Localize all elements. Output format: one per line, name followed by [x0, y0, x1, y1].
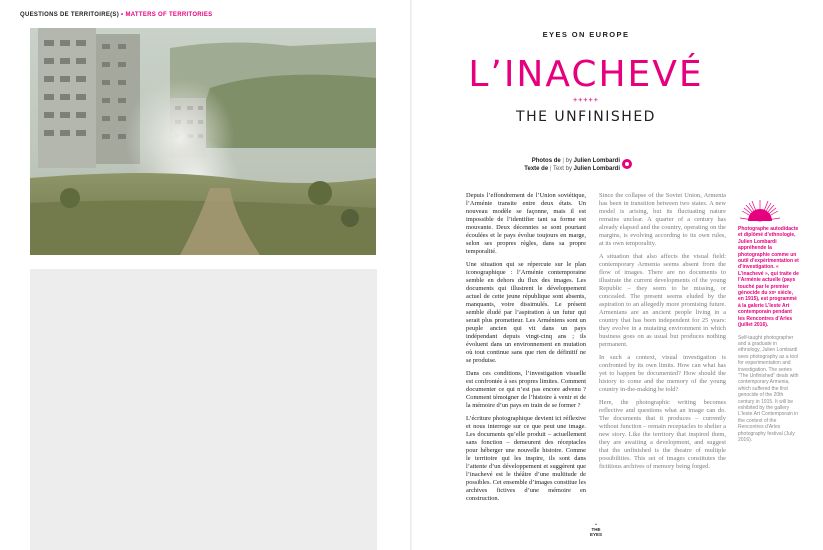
- text-credit-line: Texte de | Text by Julien Lombardi: [524, 166, 620, 172]
- bio-en: Self-taught photographer and a graduate in ethnology, Julien Lombardi sees photography as a tool for experimentation and investigation. The series “The Unfinished” deals with contemporary Armenia, which suffered the first genocide of the 20th century in 1915. It will be exhibited by the gallery L’Ieste Art Contemporain in the context of the Rencontres d’Arles photography festival (July 2016).: [738, 334, 799, 443]
- page-gutter: [410, 0, 412, 550]
- armenia-landscape-photo: [30, 28, 376, 255]
- text-credit-label-fr: Texte de: [524, 166, 549, 172]
- bio-fr: Photographe autodidacte et diplômé d’ethnologie, Julien Lombardi appréhende la photographie comme un outil d’expérimentation et d’investigation. « L’inachevé », qui traite de l’Arménie actuelle (pays touché par le premier génocide du xxᵉ siècle, en 1915), est programmé à la galerie L’Ieste Art contemporain pendant les Rencontres d’Arles (juillet 2016).: [738, 226, 799, 329]
- author-bio-sidebar: [738, 200, 800, 443]
- photo-credit-label-fr: Photos de: [531, 158, 561, 164]
- the-eyes-logo: • THE EYES: [589, 522, 602, 537]
- sunburst-icon: [738, 200, 782, 222]
- left-page: [0, 0, 411, 550]
- logo-line-2: EYES: [589, 532, 602, 537]
- paragraph-fr: Dans ces conditions, l’investigation visuelle est confrontée à ses propres limites. Comment documenter ce qui n’est pas encore advenu ? Comment témoigner de l’histoire à venir et de la mémoire d’un pays en train de se former ?: [466, 370, 586, 409]
- logo-line-1: THE: [591, 527, 601, 532]
- body-text-en: [599, 192, 726, 476]
- photo-credit-label-en: by: [565, 158, 572, 164]
- article-kicker: EYES ON EUROPE: [542, 30, 630, 39]
- paragraph-en: Here, the photographic writing becomes reflective and questions what an image can do. The documents that it produces – currently without function – remain receptacles to shelter a new story. Like the territory that inspired them, they are awaiting a development, and suggest that the unfinished is the theatre of multiple possibilities. This set of images constitutes the fictitious archives of memory being forged.: [599, 399, 726, 470]
- paragraph-fr: L’écriture photographique devient ici réflexive et nous interroge sur ce que peut une image. Les documents qu’elle produit – actuellement sans fonction – demeurent des réceptacles pour héberger une nouvelle histoire. Comme le territoire qui les inspire, ils sont dans l’attente d’un développement et suggèrent que l’inachevé est le théâtre d’une multitude de possibles. Cet ensemble d’images constitue les archives fictives d’une mémoire en construction.: [466, 415, 586, 502]
- text-credit-label-en: Text by: [552, 166, 572, 172]
- paragraph-en: In such a context, visual investigation is confronted by its own limits. How can what has yet to happen be documented? How should the history to come and the memory of the young country in-the-making be told?: [599, 354, 726, 393]
- paragraph-fr: Depuis l’effondrement de l’Union soviétique, l’Arménie transite entre deux états. Un nouveau modèle se façonne, mais il est impossible de l’identifier tant sa forme est mouvante. Deux décennies se sont pourtant écoulées et le pays évolue toujours en marge, selon ses propres règles, dans sa propre temporalité.: [466, 192, 586, 255]
- photo-credit-line: Photos de | by Julien Lombardi: [531, 158, 620, 164]
- target-dot-icon: [622, 159, 632, 169]
- running-head-separator: •: [121, 12, 124, 18]
- paragraph-en: Since the collapse of the Soviet Union, Armenia has been in transition between two states. A new model is arising, but its fluctuating nature remains unclear. A quarter of a century has already elapsed and the country, operating on the margins, is evolving according to its own rules, at its own temporality.: [599, 192, 726, 247]
- paragraph-fr: Une situation qui se répercute sur le plan iconographique : l’Arménie contemporaine semble en dehors du flux des images. Les documents qui illustrent le développement actuel de cette jeune république sont absents, manquants, voire dissimulés. Le présent semble éludé par l’aspiration à un futur qui serait plus prometteur. Les Arméniens sont un peuple ancien qui vit dans un pays indépendant depuis vingt-cinq ans ; ils évoluent dans un environnement en mutation où tout continue sans que rien de définitif ne se produise.: [466, 261, 586, 364]
- article-subtitle: THE UNFINISHED: [516, 109, 656, 125]
- title-ornament: +++++: [572, 96, 600, 104]
- running-head: [20, 12, 212, 18]
- blank-image-placeholder: [30, 269, 377, 550]
- running-head-section-en: MATTERS OF TERRITORIES: [125, 12, 213, 18]
- photographer-name: Julien Lombardi: [573, 158, 620, 164]
- body-text-fr: [466, 192, 586, 508]
- running-head-section-fr: QUESTIONS DE TERRITOIRE(S): [20, 12, 120, 18]
- paragraph-en: A situation that also affects the visual field: contemporary Armenia seems absent from the flow of images. There are no documents to illustrate the current developments of the young Republic – they seem to be missing, or concealed. The present seems eluded by the aspiration to an allegedly more promising future. Armenians are an ancient people living in a country that has been independent for 25 years: they evolve in a mutating environment in which business goes on as usual but produces nothing permanent.: [599, 253, 726, 348]
- article-title: L’INACHEVÉ: [468, 54, 704, 95]
- author-name: Julien Lombardi: [573, 166, 620, 172]
- article-credits: [500, 157, 620, 173]
